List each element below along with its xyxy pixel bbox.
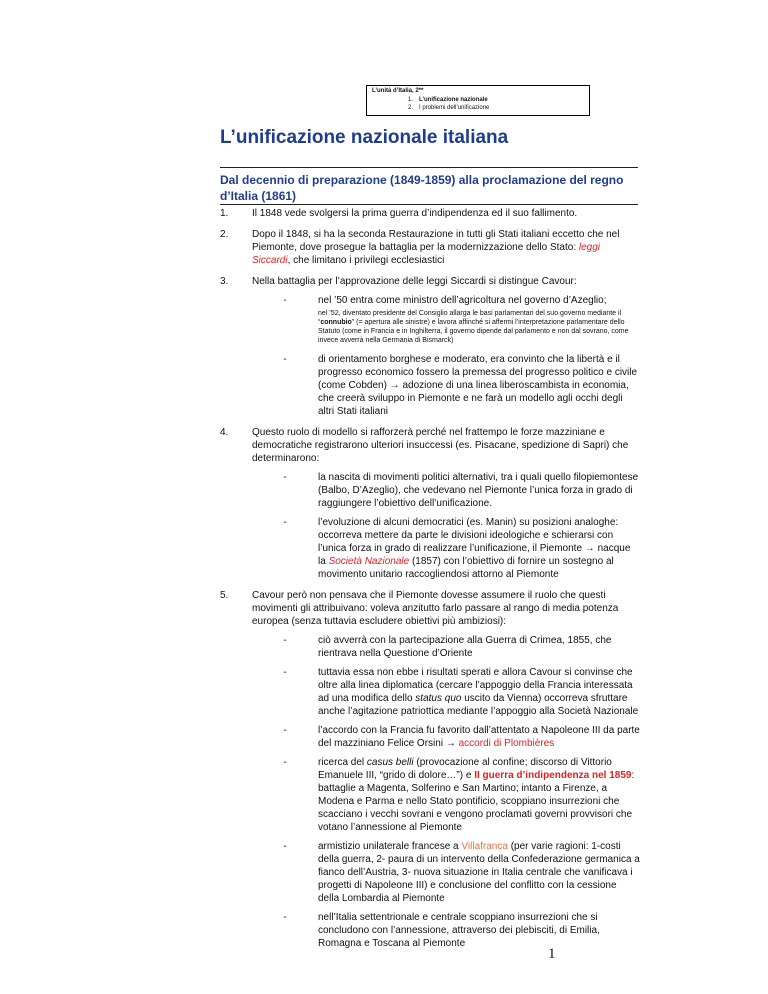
highlight-leggi-siccardi: leggi Siccardi	[252, 242, 601, 266]
page-number: 1	[548, 946, 556, 962]
sub-item	[252, 756, 640, 834]
section-title: Dal decennio di preparazione (1849-1859) alla proclamazione del regno d’Italia (1861)	[220, 173, 624, 203]
item-text: Nella battaglia per l’approvazione delle leggi Siccardi si distingue Cavour:	[252, 276, 577, 287]
item-number: 1.	[220, 208, 229, 219]
item-text: Dopo il 1848, si ha la seconda Restaurazione in tutti gli Stati italiani eccetto che nel Piemonte, dove prosegue la battaglia per la modernizzazione dello Stato: leggi Siccardi, che limitano i privilegi ecclesiastici	[252, 229, 620, 266]
list-item	[220, 426, 640, 581]
sub-item-dash: -	[283, 517, 287, 528]
sub-item-dash: -	[283, 841, 287, 852]
header-box	[366, 85, 590, 116]
sub-item-text: ricerca del casus belli (provocazione al confine; discorso di Vittorio Emanuele III, “grido di dolore…”) e II guerra d’indipendenza nel 1859: battaglie a Magenta, Solferino e San Martino; intanto a Firenze, a Modena e Parma e nello Stato pontificio, scoppiano insurrezioni che scacciano i vecchi sovrani e vengono proclamati governi provvisori che votano l’annessione al Piemonte	[318, 757, 635, 833]
section-top-rule	[220, 167, 638, 168]
sub-item-text: la nascita di movimenti politici alternativi, tra i quali quello filopiemontese (Balbo, D’Azeglio), che vedevano nel Piemonte l’unica forza in grado di raggiungere l’obiettivo dell’unificazione.	[318, 472, 639, 509]
sub-item-text: nel ’50 entra come ministro dell’agricoltura nel governo d’Azeglio;	[318, 295, 607, 306]
sub-item-dash: -	[283, 725, 287, 736]
highlight-plombieres: accordi di Plombières	[458, 738, 555, 749]
section-bottom-rule	[220, 204, 638, 205]
sub-item	[252, 516, 640, 581]
item-number: 5.	[220, 590, 229, 601]
highlight-villafranca: Villafranca	[461, 841, 508, 852]
sub-item-dash: -	[283, 667, 287, 678]
list-item	[220, 275, 640, 418]
sub-item-text: ciò avverrà con la partecipazione alla Guerra di Crimea, 1855, che rientrava nella Questione d’Oriente	[318, 635, 612, 659]
header-box-item-number: 2.	[407, 105, 413, 111]
list-item	[220, 207, 640, 220]
item-text: Cavour però non pensava che il Piemonte dovesse assumere il ruolo che questi movimenti gli attribuivano: voleva anzitutto farlo passare al rango di media potenza europea (senza tuttavia escludere obiettivi più ambiziosi):	[252, 590, 619, 627]
highlight-societa-nazionale: Società Nazionale	[328, 556, 410, 567]
item-number: 2.	[220, 229, 229, 240]
item-number: 3.	[220, 276, 229, 287]
sub-item-text: l’accordo con la Francia fu favorito dall’attentato a Napoleone III da parte del mazziniano Felice Orsini → accordi di Plombières	[318, 725, 640, 749]
header-box-item-number: 1.	[407, 97, 413, 103]
sub-item	[252, 724, 640, 750]
sub-item-dash: -	[283, 472, 287, 483]
sub-item-dash: -	[283, 295, 287, 306]
header-box-item-text: L’unificazione nazionale	[419, 97, 488, 103]
content	[220, 207, 640, 958]
sub-item-text: armistizio unilaterale francese a Villafranca (per varie ragioni: 1-costi della guerra, 2- paura di un intervento della Confederazione germanica a fianco dell’Austria, 3- nuova situazione in Italia centrale che vanificava i progetti di Napoleone III) e conclusione del conflitto con la cessione della Lombardia al Piemonte	[318, 841, 640, 904]
item-text: Questo ruolo di modello si rafforzerà perché nel frattempo le forze mazziniane e democratiche registrarono ulteriori insuccessi (es. Pisacane, spedizione di Sapri) che determinarono:	[252, 427, 629, 464]
list-item	[220, 228, 640, 267]
header-box-title: L’unità d’Italia, 2**	[372, 88, 424, 94]
header-box-item-text: I problemi dell’unificazione	[419, 105, 490, 111]
sub-item	[252, 471, 640, 510]
sub-item-dash: -	[283, 757, 287, 768]
item-text: Il 1848 vede svolgersi la prima guerra d’indipendenza ed il suo fallimento.	[252, 208, 578, 219]
sub-item	[252, 294, 640, 307]
highlight-seconda-guerra: II guerra d’indipendenza nel 1859	[474, 770, 632, 781]
item-number: 4.	[220, 427, 229, 438]
sub-item	[252, 840, 640, 905]
sub-item	[252, 634, 640, 660]
sub-item	[252, 911, 640, 950]
list-item	[220, 589, 640, 950]
sub-item-note: nel ’52, diventato presidente del Consiglio allarga le basi parlamentari del suo governo mediante il “connubio” (= apertura alle sinistre) e lavora affinché si affermi l’interpretazione parlamentare dello Statuto (come in Francia e in Inghilterra, il governo dipende dal parlamento e non dal sovrano, come invece avverrà nella Germania di Bismarck)	[318, 310, 629, 344]
sub-item-text: nell’Italia settentrionale e centrale scoppiano insurrezioni che si concludono con l’annessione, attraverso dei plebisciti, di Emilia, Romagna e Toscana al Piemonte	[318, 912, 600, 949]
sub-item-text: di orientamento borghese e moderato, era convinto che la libertà e il progresso economico fossero la premessa del progresso politico e civile (come Cobden) → adozione di una linea liberoscambista in economia, che creerà sviluppo in Piemonte e ne farà un modello agli occhi degli altri Stati italiani	[318, 354, 638, 417]
sub-item-dash: -	[283, 912, 287, 923]
sub-item-dash: -	[283, 635, 287, 646]
sub-item-text: l’evoluzione di alcuni democratici (es. Manin) su posizioni analoghe: occorreva mettere da parte le divisioni ideologiche e schierarsi con l’unica forza in grado di realizzare l’unificazione, il Piemonte → nacque la Società Nazionale (1857) con l’obiettivo di fornire un sostegno al movimento unitario raccogliendosi attorno al Piemonte	[318, 517, 631, 580]
sub-item	[252, 353, 640, 418]
sub-item-dash: -	[283, 354, 287, 365]
sub-item-text: tuttavia essa non ebbe i risultati sperati e allora Cavour si convinse che oltre alla linea diplomatica (cercare l’appoggio della Francia interessata ad una modifica dello status quo uscito da Vienna) occorreva sfruttare anche l’agitazione patriottica mediante l’appoggio alla Società Nazionale	[318, 667, 639, 717]
sub-item	[252, 666, 640, 718]
document-title: L’unificazione nazionale italiana	[220, 127, 509, 148]
